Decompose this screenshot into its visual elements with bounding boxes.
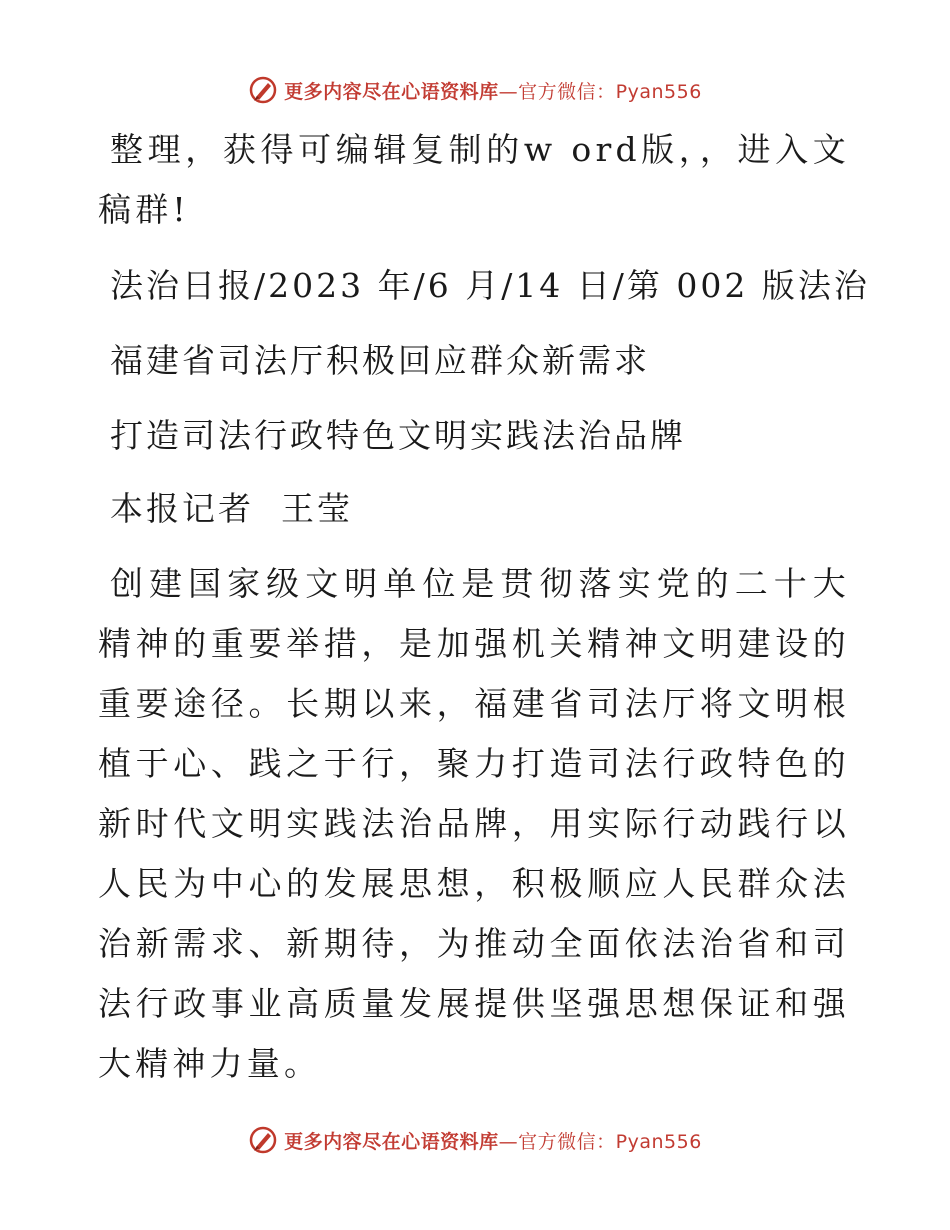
header-banner-wechat: 官方微信：Pyan556 [518, 80, 702, 103]
footer-watermark-banner [0, 1120, 950, 1160]
byline: 本报记者 王莹 [110, 489, 353, 528]
pen-logo-icon [248, 75, 278, 105]
header-banner-lead: 更多内容尽在心语资料库 [284, 80, 499, 103]
header-banner-text [284, 77, 702, 104]
headline-2: 打造司法行政特色文明实践法治品牌 [110, 416, 686, 455]
intro-note: 整理，获得可编辑复制的w ord版，，进入文稿群! [98, 130, 850, 229]
body-paragraph: 创建国家级文明单位是贯彻落实党的二十大精神的重要举措，是加强机关精神文明建设的重要途径。长期以来，福建省司法厅将文明根植于心、践之于行，聚力打造司法行政特色的新时代文明实践法治品牌，用实际行动践行以人民为中心的发展思想，积极顺应人民群众法治新需求、新期待，为推动全面依法治省和司法行政事业高质量发展提供坚强思想保证和强大精神力量。 [98, 564, 850, 1083]
source-line: 法治日报/2023 年/6 月/14 日/第 002 版法治 [110, 266, 870, 305]
footer-banner-wechat: 官方微信：Pyan556 [518, 1130, 702, 1153]
pen-logo-icon [248, 1125, 278, 1155]
document-body [98, 120, 870, 1094]
footer-banner-lead: 更多内容尽在心语资料库 [284, 1130, 499, 1153]
header-banner-separator: — [498, 80, 519, 103]
headline-1: 福建省司法厅积极回应群众新需求 [110, 341, 650, 380]
header-watermark-banner [0, 70, 950, 110]
footer-banner-text [284, 1127, 702, 1154]
footer-banner-separator: — [498, 1130, 519, 1153]
